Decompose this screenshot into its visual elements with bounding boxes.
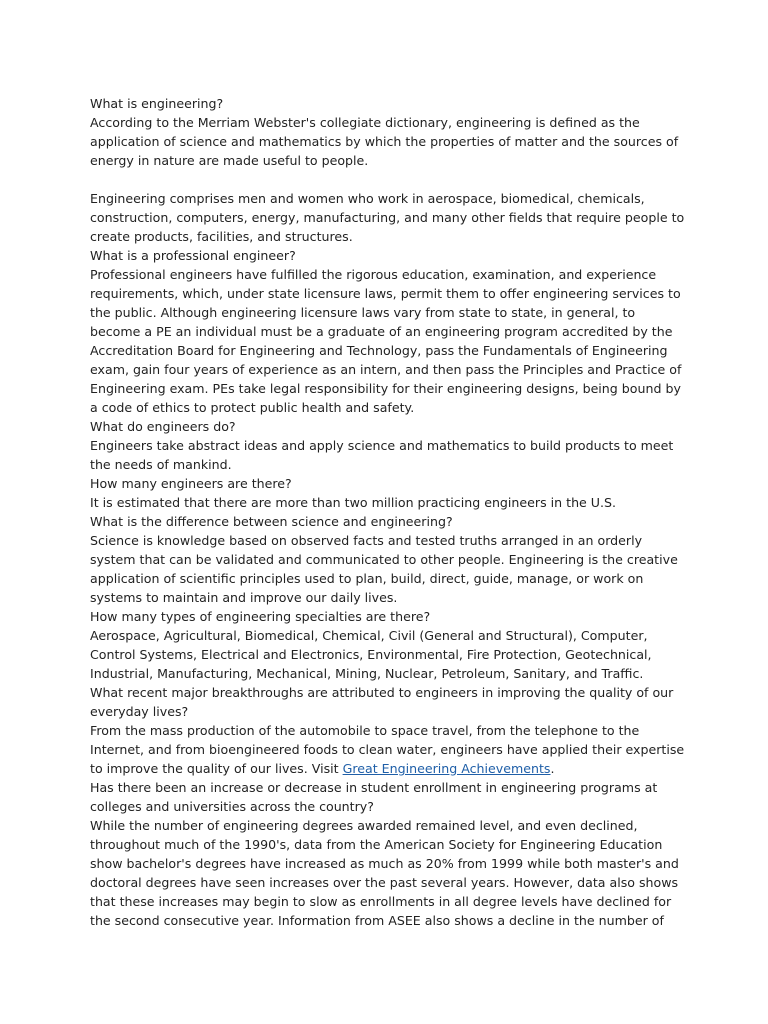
answer-breakthroughs-end: .	[550, 761, 555, 776]
question-breakthroughs: What recent major breakthroughs are attributed to engineers in improving the quality of our everyday lives?	[90, 685, 674, 719]
answer-science-vs-engineering: Science is knowledge based on observed facts and tested truths arranged in an orderly system that can be validated and communicated to other people. Engineering is the creative application of scientific principles used to plan, build, direct, guide, manage, or work on systems to maintain and improve our daily lives.	[90, 533, 678, 605]
question-enrollment: Has there been an increase or decrease in student enrollment in engineering programs at colleges and universities across the country?	[90, 780, 658, 814]
great-engineering-achievements-link[interactable]: Great Engineering Achievements	[342, 761, 551, 776]
answer-breakthroughs-text: From the mass production of the automobile to space travel, from the telephone to the Internet, and from bioengineered foods to clean water, engineers have applied their expertise to improve the quality of our lives. Visit	[90, 723, 685, 776]
answer-enrollment: While the number of engineering degrees awarded remained level, and even declined, throughout much of the 1990's, data from the American Society for Engineering Education show bachelor's degrees have increased as much as 20% from 1999 while both master's and doctoral degrees have seen increases over the past several years. However, data also shows that these increases may begin to slow as enrollments in all degree levels have declined for the second consecutive year. Information from ASEE also shows a decline in the number of	[90, 818, 679, 928]
answer-professional-engineer: Professional engineers have fulfilled the rigorous education, examination, and experience requirements, which, under state licensure laws, permit them to offer engineering services to the public. Although engineering licensure laws vary from state to state, in general, to become a PE an individual must be a graduate of an engineering program accredited by the Accreditation Board for Engineering and Technology, pass the Fundamentals of Engineering exam, gain four years of experience as an intern, and then pass the Principles and Practice of Engineering exam. PEs take legal responsibility for their engineering designs, being bound by a code of ethics to protect public health and safety.	[90, 267, 682, 415]
answer-definition: According to the Merriam Webster's collegiate dictionary, engineering is defined as the application of science and mathematics by which the properties of matter and the sources of energy in nature are made useful to people.	[90, 115, 679, 168]
question-what-is-engineering: What is engineering?	[90, 96, 224, 111]
document-page	[90, 94, 685, 930]
answer-breakthroughs	[90, 721, 685, 778]
question-professional-engineer: What is a professional engineer?	[90, 248, 296, 263]
question-how-many-engineers: How many engineers are there?	[90, 476, 292, 491]
answer-engineering-comprises: Engineering comprises men and women who work in aerospace, biomedical, chemicals, construction, computers, energy, manufacturing, and many other fields that require people to create products, facilities, and structures.	[90, 191, 685, 244]
question-what-engineers-do: What do engineers do?	[90, 419, 236, 434]
question-science-vs-engineering: What is the difference between science and engineering?	[90, 514, 453, 529]
paragraph-gap	[90, 170, 685, 189]
answer-what-engineers-do: Engineers take abstract ideas and apply science and mathematics to build products to meet the needs of mankind.	[90, 438, 674, 472]
answer-how-many-engineers: It is estimated that there are more than two million practicing engineers in the U.S.	[90, 495, 617, 510]
answer-specialties: Aerospace, Agricultural, Biomedical, Chemical, Civil (General and Structural), Computer, Control Systems, Electrical and Electronics, Environmental, Fire Protection, Geotechnical, Industrial, Manufacturing, Mechanical, Mining, Nuclear, Petroleum, Sanitary, and Traffic.	[90, 628, 652, 681]
question-specialties: How many types of engineering specialties are there?	[90, 609, 431, 624]
